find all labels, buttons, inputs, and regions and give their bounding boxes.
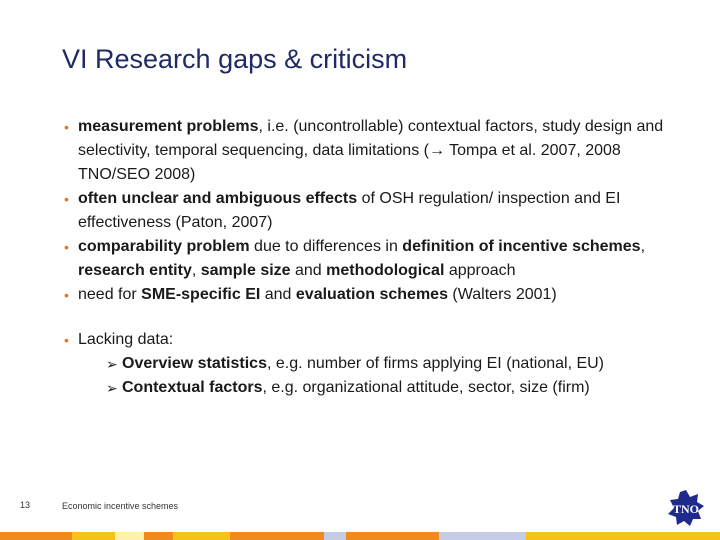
stripe-segment: [173, 532, 231, 540]
bottom-color-stripe: [0, 532, 720, 540]
lacking-data-list: [62, 328, 702, 400]
slide-title: VI Research gaps & criticism: [62, 44, 408, 74]
arrow-icon: ➢: [106, 380, 118, 396]
stripe-segment: [144, 532, 173, 540]
lacking-data-label: Lacking data:: [78, 331, 174, 348]
bullet-dot: •: [64, 332, 69, 348]
stripe-segment: [324, 532, 346, 540]
sub-item: [106, 376, 702, 400]
sub-list: [78, 352, 702, 400]
bullet-item: [62, 283, 682, 307]
bullet-text: measurement problems, i.e. (uncontrollable) contextual factors, study design and selectivity, temporal sequencing, data limitations (→ Tompa et al. 2007, 2008 TNO/SEO 2008): [78, 118, 664, 183]
footer-text: Economic incentive schemes: [62, 501, 179, 511]
sub-item: [106, 352, 702, 376]
stripe-segment: [115, 532, 144, 540]
bullet-text: need for SME-specific EI and evaluation schemes (Walters 2001): [78, 286, 557, 303]
bullet-dot: •: [64, 191, 69, 207]
stripe-segment: [439, 532, 525, 540]
bullet-text: comparability problem due to differences in definition of incentive schemes, research entity, sample size and methodological approach: [78, 238, 646, 279]
bullet-text: often unclear and ambiguous effects of OSH regulation/ inspection and EI effectiveness (Paton, 2007): [78, 190, 621, 231]
tno-logo-icon: [666, 488, 706, 528]
bullet-dot: •: [64, 239, 69, 255]
bullet-dot: •: [64, 287, 69, 303]
bullet-item: [62, 328, 702, 400]
bullet-dot: •: [64, 119, 69, 135]
arrow-icon: ➢: [106, 356, 118, 372]
svg-text:TNO: TNO: [672, 502, 700, 516]
bullet-item: [62, 187, 682, 235]
stripe-segment: [0, 532, 72, 540]
stripe-segment: [72, 532, 115, 540]
bullet-item: [62, 235, 682, 283]
stripe-segment: [526, 532, 720, 540]
bullet-item: [62, 115, 682, 187]
stripe-segment: [230, 532, 324, 540]
stripe-segment: [346, 532, 440, 540]
page-number: 13: [20, 500, 31, 510]
bullet-list: [62, 115, 682, 307]
sub-item-text: Contextual factors, e.g. organizational attitude, sector, size (firm): [122, 379, 590, 396]
sub-item-text: Overview statistics, e.g. number of firms applying EI (national, EU): [122, 355, 605, 372]
